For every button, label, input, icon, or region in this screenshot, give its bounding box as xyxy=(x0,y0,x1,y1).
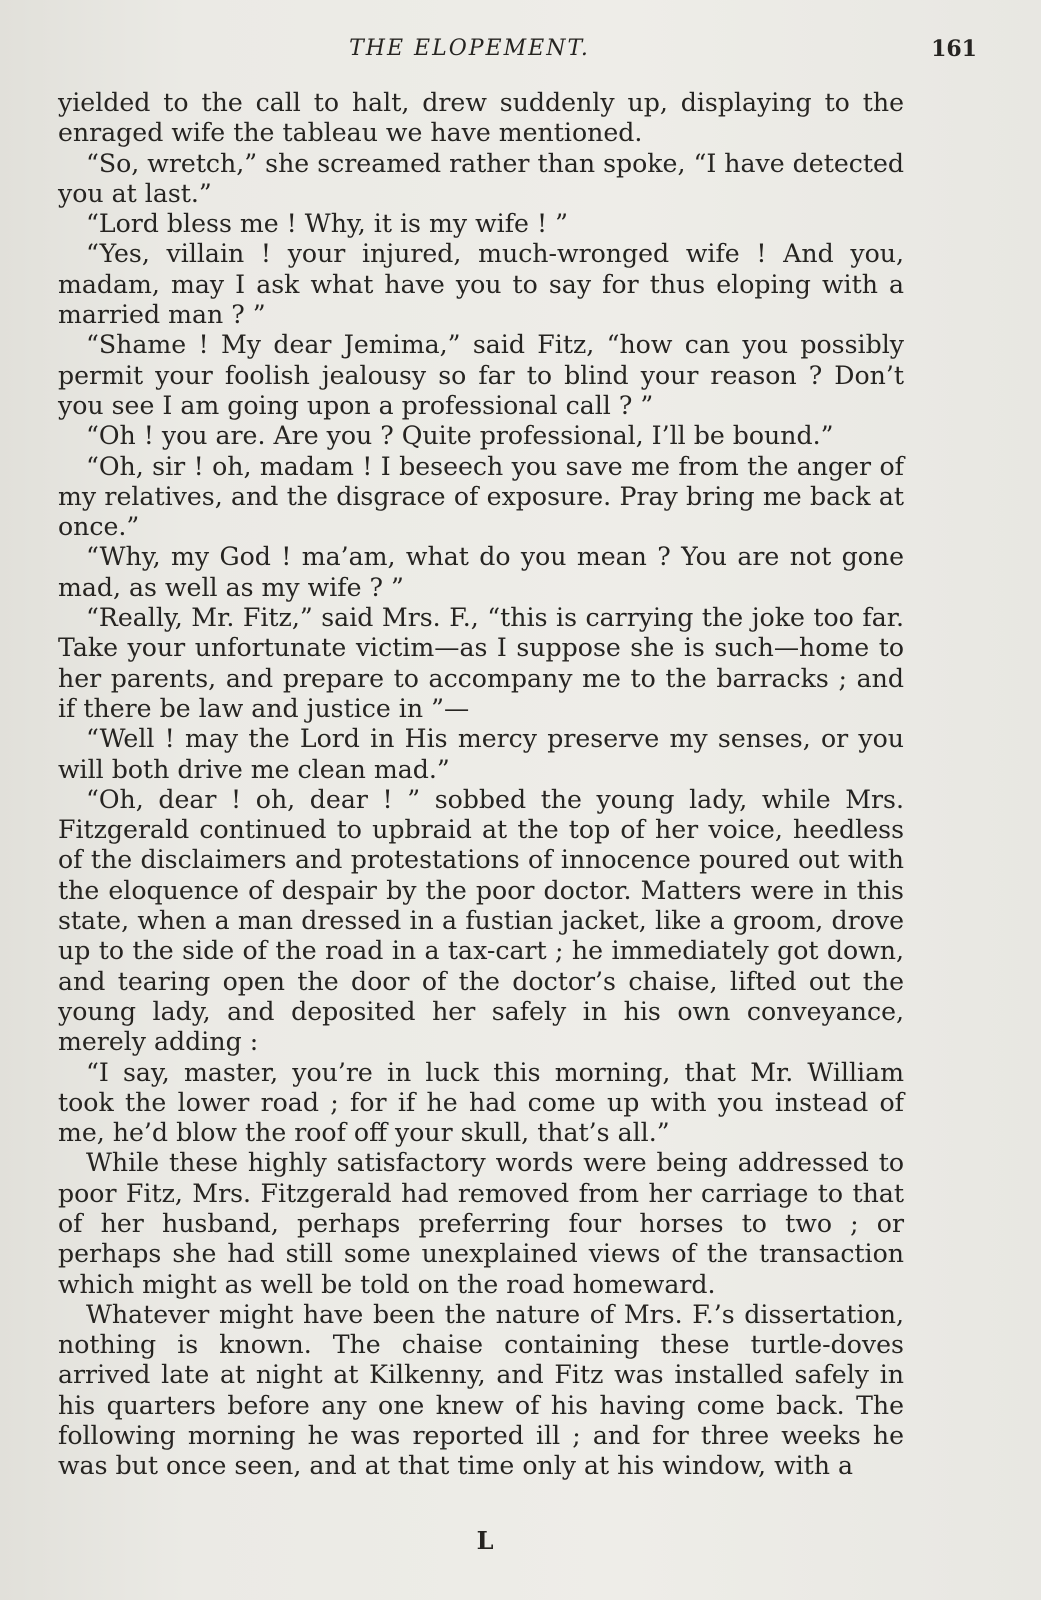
signature-mark: L xyxy=(476,1526,494,1555)
paragraph: “Why, my God ! ma’am, what do you mean ? You are not gone mad, as well as my wife ? ” xyxy=(58,542,904,602)
running-title: THE ELOPEMENT. xyxy=(349,36,590,61)
paragraph: “Oh, dear ! oh, dear ! ” sobbed the young lady, while Mrs. Fitzgerald continued to upbraid at the top of her voice, heedless of the disclaimers and protestations of innocence poured out with the eloquence of despair by the poor doctor. Matters were in this state, when a man dressed in a fustian jacket, like a groom, drove up to the side of the road in a tax-cart ; he immediately got down, and tearing open the door of the doctor’s chaise, lifted out the young lady, and deposited her safely in his own conveyance, merely adding : xyxy=(58,784,904,1057)
paragraph: While these highly satisfactory words were being addressed to poor Fitz, Mrs. Fitzgerald had removed from her carriage to that of her husband, perhaps preferring four horses to two ; or perhaps she had still some unexplained views of the transaction which might as well be told on the road homeward. xyxy=(58,1148,904,1299)
paragraph: “Oh ! you are. Are you ? Quite professional, I’ll be bound.” xyxy=(86,421,834,451)
paragraph: “Really, Mr. Fitz,” said Mrs. F., “this is carrying the joke too far. Take your unfortunate victim—as I suppose she is such—home to her parents, and prepare to accompany me to the barracks ; and if there be law and justice in ”— xyxy=(58,603,904,723)
paragraph: “Lord bless me ! Why, it is my wife ! ” xyxy=(86,209,568,239)
page-number: 161 xyxy=(931,36,977,62)
paragraph: “So, wretch,” she screamed rather than spoke, “I have detected you at last.” xyxy=(58,148,904,208)
paragraph: “Well ! may the Lord in His mercy preserve my senses, or you will both drive me clean mad.” xyxy=(58,724,904,784)
paragraph: yielded to the call to halt, drew suddenly up, displaying to the enraged wife the tableau we have mentioned. xyxy=(58,88,904,148)
paragraph: Whatever might have been the nature of Mrs. F.’s dissertation, nothing is known. The chaise containing these turtle-doves arrived late at night at Kilkenny, and Fitz was installed safely in his quarters before any one knew of his having come back. The following morning he was reported ill ; and for three weeks he was but once seen, and at that time only at his window, with a xyxy=(58,1299,904,1481)
page-header xyxy=(48,36,977,70)
paragraph: “Oh, sir ! oh, madam ! I beseech you save me from the anger of my relatives, and the disgrace of exposure. Pray bring me back at once.” xyxy=(58,451,904,542)
paragraph: “I say, master, you’re in luck this morning, that Mr. William took the lower road ; for if he had come up with you instead of me, he’d blow the roof off your skull, that’s all.” xyxy=(58,1057,904,1148)
paragraph: “Yes, villain ! your injured, much-wronged wife ! And you, madam, may I ask what have you to say for thus eloping with a married man ? ” xyxy=(58,239,904,330)
paragraph: “Shame ! My dear Jemima,” said Fitz, “how can you possibly permit your foolish jealousy so far to blind your reason ? Don’t you see I am going upon a professional call ? ” xyxy=(58,330,904,420)
body-text xyxy=(58,88,904,1482)
